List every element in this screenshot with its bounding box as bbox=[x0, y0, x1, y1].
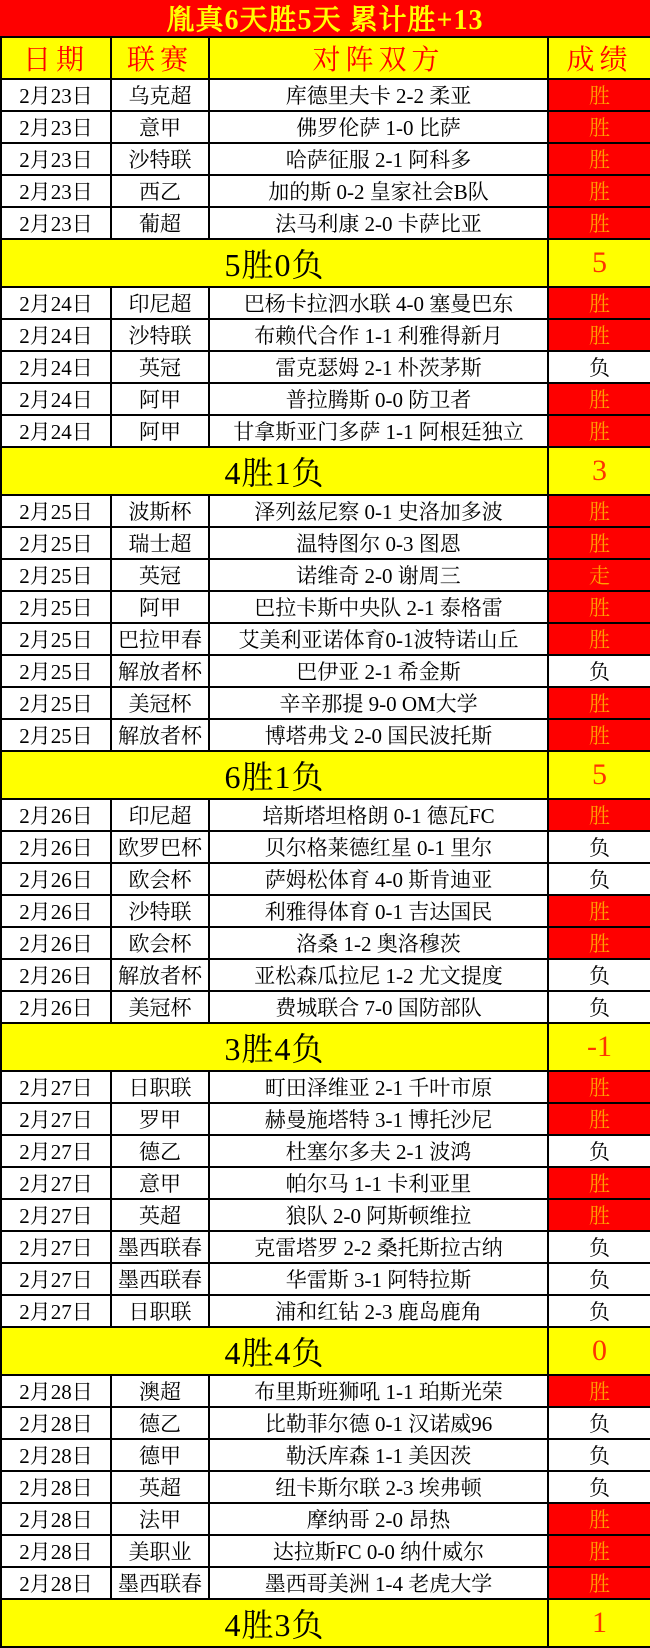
match-row bbox=[1, 959, 650, 991]
date-cell: 2月26日 bbox=[1, 991, 111, 1023]
date-cell: 2月24日 bbox=[1, 383, 111, 415]
league-cell: 日职联 bbox=[111, 1071, 209, 1103]
match-row bbox=[1, 591, 650, 623]
match-cell: 克雷塔罗 2-2 桑托斯拉古纳 bbox=[209, 1231, 548, 1263]
match-cell: 帕尔马 1-1 卡利亚里 bbox=[209, 1167, 548, 1199]
league-cell: 乌克超 bbox=[111, 79, 209, 111]
header-row bbox=[1, 37, 650, 79]
summary-row bbox=[1, 1327, 650, 1375]
result-cell: 胜 bbox=[548, 415, 650, 447]
match-row bbox=[1, 351, 650, 383]
league-cell: 德甲 bbox=[111, 1439, 209, 1471]
match-cell: 诺维奇 2-0 谢周三 bbox=[209, 559, 548, 591]
league-cell: 日职联 bbox=[111, 1295, 209, 1327]
match-cell: 法马利康 2-0 卡萨比亚 bbox=[209, 207, 548, 239]
match-row bbox=[1, 1439, 650, 1471]
match-row bbox=[1, 383, 650, 415]
match-cell: 巴杨卡拉泗水联 4-0 塞曼巴东 bbox=[209, 287, 548, 319]
summary-row bbox=[1, 447, 650, 495]
match-cell: 狼队 2-0 阿斯顿维拉 bbox=[209, 1199, 548, 1231]
result-cell: 胜 bbox=[548, 207, 650, 239]
league-cell: 阿甲 bbox=[111, 383, 209, 415]
match-row bbox=[1, 1535, 650, 1567]
league-cell: 意甲 bbox=[111, 1167, 209, 1199]
date-cell: 2月28日 bbox=[1, 1567, 111, 1599]
league-cell: 法甲 bbox=[111, 1503, 209, 1535]
date-cell: 2月25日 bbox=[1, 527, 111, 559]
date-cell: 2月25日 bbox=[1, 591, 111, 623]
match-cell: 达拉斯FC 0-0 纳什威尔 bbox=[209, 1535, 548, 1567]
league-cell: 罗甲 bbox=[111, 1103, 209, 1135]
match-cell: 墨西哥美洲 1-4 老虎大学 bbox=[209, 1567, 548, 1599]
result-cell: 胜 bbox=[548, 799, 650, 831]
date-cell: 2月23日 bbox=[1, 79, 111, 111]
date-cell: 2月25日 bbox=[1, 559, 111, 591]
match-row bbox=[1, 1135, 650, 1167]
result-cell: 负 bbox=[548, 1439, 650, 1471]
result-cell: 胜 bbox=[548, 79, 650, 111]
result-cell: 负 bbox=[548, 1407, 650, 1439]
match-row bbox=[1, 623, 650, 655]
date-cell: 2月25日 bbox=[1, 623, 111, 655]
match-cell: 洛桑 1-2 奥洛穆茨 bbox=[209, 927, 548, 959]
league-cell: 英超 bbox=[111, 1199, 209, 1231]
league-cell: 德乙 bbox=[111, 1135, 209, 1167]
league-cell: 巴拉甲春 bbox=[111, 623, 209, 655]
date-cell: 2月26日 bbox=[1, 831, 111, 863]
result-cell: 胜 bbox=[548, 1503, 650, 1535]
date-cell: 2月25日 bbox=[1, 719, 111, 751]
league-cell: 沙特联 bbox=[111, 319, 209, 351]
date-cell: 2月28日 bbox=[1, 1439, 111, 1471]
result-cell: 胜 bbox=[548, 383, 650, 415]
result-cell: 负 bbox=[548, 351, 650, 383]
date-cell: 2月24日 bbox=[1, 319, 111, 351]
match-row bbox=[1, 1167, 650, 1199]
match-cell: 库德里夫卡 2-2 柔亚 bbox=[209, 79, 548, 111]
match-row bbox=[1, 207, 650, 239]
match-cell: 布里斯班狮吼 1-1 珀斯光荣 bbox=[209, 1375, 548, 1407]
result-cell: 负 bbox=[548, 1231, 650, 1263]
date-cell: 2月24日 bbox=[1, 351, 111, 383]
date-cell: 2月24日 bbox=[1, 415, 111, 447]
summary-row bbox=[1, 751, 650, 799]
league-cell: 沙特联 bbox=[111, 895, 209, 927]
col-header-date: 日期 bbox=[1, 37, 111, 79]
result-cell: 胜 bbox=[548, 1375, 650, 1407]
league-cell: 阿甲 bbox=[111, 415, 209, 447]
date-cell: 2月24日 bbox=[1, 287, 111, 319]
match-row bbox=[1, 1471, 650, 1503]
result-cell: 胜 bbox=[548, 623, 650, 655]
match-row bbox=[1, 687, 650, 719]
match-cell: 佛罗伦萨 1-0 比萨 bbox=[209, 111, 548, 143]
match-cell: 泽列兹尼察 0-1 史洛加多波 bbox=[209, 495, 548, 527]
date-cell: 2月27日 bbox=[1, 1135, 111, 1167]
summary-label: 3胜4负 bbox=[1, 1023, 548, 1071]
result-cell: 胜 bbox=[548, 287, 650, 319]
date-cell: 2月23日 bbox=[1, 207, 111, 239]
match-row bbox=[1, 1103, 650, 1135]
league-cell: 美职业 bbox=[111, 1535, 209, 1567]
date-cell: 2月27日 bbox=[1, 1071, 111, 1103]
summary-label: 4胜3负 bbox=[1, 1599, 548, 1647]
summary-value: 5 bbox=[548, 239, 650, 287]
match-cell: 甘拿斯亚门多萨 1-1 阿根廷独立 bbox=[209, 415, 548, 447]
league-cell: 解放者杯 bbox=[111, 959, 209, 991]
summary-value: 1 bbox=[548, 1599, 650, 1647]
match-cell: 辛辛那提 9-0 OM大学 bbox=[209, 687, 548, 719]
match-cell: 勒沃库森 1-1 美因茨 bbox=[209, 1439, 548, 1471]
league-cell: 英超 bbox=[111, 1471, 209, 1503]
league-cell: 葡超 bbox=[111, 207, 209, 239]
date-cell: 2月27日 bbox=[1, 1263, 111, 1295]
match-row bbox=[1, 991, 650, 1023]
match-row bbox=[1, 495, 650, 527]
match-row bbox=[1, 1407, 650, 1439]
result-cell: 胜 bbox=[548, 495, 650, 527]
league-cell: 墨西联春 bbox=[111, 1567, 209, 1599]
match-row bbox=[1, 927, 650, 959]
title-bar bbox=[0, 0, 650, 36]
match-row bbox=[1, 863, 650, 895]
league-cell: 西乙 bbox=[111, 175, 209, 207]
match-row bbox=[1, 799, 650, 831]
result-cell: 胜 bbox=[548, 895, 650, 927]
league-cell: 美冠杯 bbox=[111, 687, 209, 719]
date-cell: 2月26日 bbox=[1, 959, 111, 991]
date-cell: 2月26日 bbox=[1, 927, 111, 959]
result-cell: 负 bbox=[548, 959, 650, 991]
summary-value: 5 bbox=[548, 751, 650, 799]
match-row bbox=[1, 1199, 650, 1231]
col-header-result: 成绩 bbox=[548, 37, 650, 79]
match-row bbox=[1, 415, 650, 447]
match-row bbox=[1, 1375, 650, 1407]
results-table bbox=[0, 36, 650, 1648]
result-cell: 胜 bbox=[548, 111, 650, 143]
date-cell: 2月26日 bbox=[1, 863, 111, 895]
summary-row bbox=[1, 1023, 650, 1071]
date-cell: 2月23日 bbox=[1, 175, 111, 207]
match-cell: 费城联合 7-0 国防部队 bbox=[209, 991, 548, 1023]
col-header-league: 联赛 bbox=[111, 37, 209, 79]
summary-row bbox=[1, 239, 650, 287]
date-cell: 2月28日 bbox=[1, 1535, 111, 1567]
result-cell: 负 bbox=[548, 1135, 650, 1167]
result-cell: 胜 bbox=[548, 591, 650, 623]
match-cell: 巴拉卡斯中央队 2-1 泰格雷 bbox=[209, 591, 548, 623]
match-row bbox=[1, 287, 650, 319]
summary-value: 3 bbox=[548, 447, 650, 495]
match-cell: 温特图尔 0-3 图恩 bbox=[209, 527, 548, 559]
league-cell: 波斯杯 bbox=[111, 495, 209, 527]
summary-label: 6胜1负 bbox=[1, 751, 548, 799]
result-cell: 负 bbox=[548, 1295, 650, 1327]
match-cell: 杜塞尔多夫 2-1 波鸿 bbox=[209, 1135, 548, 1167]
result-cell: 走 bbox=[548, 559, 650, 591]
match-cell: 贝尔格莱德红星 0-1 里尔 bbox=[209, 831, 548, 863]
match-row bbox=[1, 1503, 650, 1535]
match-row bbox=[1, 1567, 650, 1599]
league-cell: 解放者杯 bbox=[111, 655, 209, 687]
league-cell: 印尼超 bbox=[111, 799, 209, 831]
result-cell: 负 bbox=[548, 831, 650, 863]
match-cell: 培斯塔坦格朗 0-1 德瓦FC bbox=[209, 799, 548, 831]
result-cell: 胜 bbox=[548, 1167, 650, 1199]
match-cell: 雷克瑟姆 2-1 朴茨茅斯 bbox=[209, 351, 548, 383]
match-cell: 加的斯 0-2 皇家社会B队 bbox=[209, 175, 548, 207]
league-cell: 德乙 bbox=[111, 1407, 209, 1439]
date-cell: 2月27日 bbox=[1, 1295, 111, 1327]
match-cell: 亚松森瓜拉尼 1-2 尤文提度 bbox=[209, 959, 548, 991]
summary-row bbox=[1, 1599, 650, 1647]
summary-value: -1 bbox=[548, 1023, 650, 1071]
result-cell: 胜 bbox=[548, 687, 650, 719]
result-cell: 胜 bbox=[548, 319, 650, 351]
league-cell: 欧罗巴杯 bbox=[111, 831, 209, 863]
match-cell: 纽卡斯尔联 2-3 埃弗顿 bbox=[209, 1471, 548, 1503]
match-cell: 艾美利亚诺体育0-1波特诺山丘 bbox=[209, 623, 548, 655]
date-cell: 2月27日 bbox=[1, 1199, 111, 1231]
match-cell: 哈萨征服 2-1 阿科多 bbox=[209, 143, 548, 175]
match-row bbox=[1, 111, 650, 143]
match-row bbox=[1, 79, 650, 111]
match-row bbox=[1, 1263, 650, 1295]
date-cell: 2月28日 bbox=[1, 1375, 111, 1407]
result-cell: 胜 bbox=[548, 1071, 650, 1103]
match-row bbox=[1, 559, 650, 591]
date-cell: 2月28日 bbox=[1, 1471, 111, 1503]
col-header-match: 对阵双方 bbox=[209, 37, 548, 79]
league-cell: 英冠 bbox=[111, 351, 209, 383]
result-cell: 负 bbox=[548, 1471, 650, 1503]
summary-label: 5胜0负 bbox=[1, 239, 548, 287]
match-cell: 町田泽维亚 2-1 千叶市原 bbox=[209, 1071, 548, 1103]
date-cell: 2月25日 bbox=[1, 687, 111, 719]
result-cell: 胜 bbox=[548, 175, 650, 207]
league-cell: 澳超 bbox=[111, 1375, 209, 1407]
match-row bbox=[1, 1295, 650, 1327]
result-cell: 胜 bbox=[548, 719, 650, 751]
league-cell: 意甲 bbox=[111, 111, 209, 143]
summary-value: 0 bbox=[548, 1327, 650, 1375]
result-cell: 胜 bbox=[548, 1103, 650, 1135]
league-cell: 瑞士超 bbox=[111, 527, 209, 559]
match-row bbox=[1, 527, 650, 559]
date-cell: 2月27日 bbox=[1, 1103, 111, 1135]
match-cell: 华雷斯 3-1 阿特拉斯 bbox=[209, 1263, 548, 1295]
match-cell: 摩纳哥 2-0 昂热 bbox=[209, 1503, 548, 1535]
league-cell: 印尼超 bbox=[111, 287, 209, 319]
league-cell: 沙特联 bbox=[111, 143, 209, 175]
summary-label: 4胜4负 bbox=[1, 1327, 548, 1375]
result-cell: 胜 bbox=[548, 1199, 650, 1231]
result-cell: 负 bbox=[548, 655, 650, 687]
match-cell: 浦和红钻 2-3 鹿岛鹿角 bbox=[209, 1295, 548, 1327]
page-title: 胤真6天胜5天 累计胜+13 bbox=[166, 5, 484, 36]
league-cell: 阿甲 bbox=[111, 591, 209, 623]
match-cell: 博塔弗戈 2-0 国民波托斯 bbox=[209, 719, 548, 751]
league-cell: 欧会杯 bbox=[111, 927, 209, 959]
match-cell: 赫曼施塔特 3-1 博托沙尼 bbox=[209, 1103, 548, 1135]
date-cell: 2月23日 bbox=[1, 111, 111, 143]
match-row bbox=[1, 719, 650, 751]
date-cell: 2月28日 bbox=[1, 1503, 111, 1535]
league-cell: 墨西联春 bbox=[111, 1263, 209, 1295]
result-cell: 负 bbox=[548, 991, 650, 1023]
match-row bbox=[1, 175, 650, 207]
match-row bbox=[1, 143, 650, 175]
result-cell: 胜 bbox=[548, 1567, 650, 1599]
result-cell: 胜 bbox=[548, 143, 650, 175]
match-row bbox=[1, 895, 650, 927]
match-cell: 布赖代合作 1-1 利雅得新月 bbox=[209, 319, 548, 351]
table-body bbox=[1, 79, 650, 1647]
league-cell: 美冠杯 bbox=[111, 991, 209, 1023]
league-cell: 解放者杯 bbox=[111, 719, 209, 751]
date-cell: 2月23日 bbox=[1, 143, 111, 175]
match-cell: 萨姆松体育 4-0 斯肯迪亚 bbox=[209, 863, 548, 895]
result-cell: 胜 bbox=[548, 1535, 650, 1567]
date-cell: 2月25日 bbox=[1, 495, 111, 527]
match-row bbox=[1, 655, 650, 687]
match-cell: 利雅得体育 0-1 吉达国民 bbox=[209, 895, 548, 927]
result-cell: 负 bbox=[548, 863, 650, 895]
date-cell: 2月26日 bbox=[1, 799, 111, 831]
result-cell: 胜 bbox=[548, 527, 650, 559]
match-row bbox=[1, 1071, 650, 1103]
match-row bbox=[1, 831, 650, 863]
result-cell: 胜 bbox=[548, 927, 650, 959]
date-cell: 2月26日 bbox=[1, 895, 111, 927]
date-cell: 2月27日 bbox=[1, 1167, 111, 1199]
summary-label: 4胜1负 bbox=[1, 447, 548, 495]
match-cell: 普拉腾斯 0-0 防卫者 bbox=[209, 383, 548, 415]
league-cell: 墨西联春 bbox=[111, 1231, 209, 1263]
match-cell: 巴伊亚 2-1 希金斯 bbox=[209, 655, 548, 687]
date-cell: 2月28日 bbox=[1, 1407, 111, 1439]
date-cell: 2月27日 bbox=[1, 1231, 111, 1263]
match-row bbox=[1, 319, 650, 351]
match-cell: 比勒菲尔德 0-1 汉诺威96 bbox=[209, 1407, 548, 1439]
league-cell: 欧会杯 bbox=[111, 863, 209, 895]
league-cell: 英冠 bbox=[111, 559, 209, 591]
date-cell: 2月25日 bbox=[1, 655, 111, 687]
result-cell: 负 bbox=[548, 1263, 650, 1295]
match-row bbox=[1, 1231, 650, 1263]
